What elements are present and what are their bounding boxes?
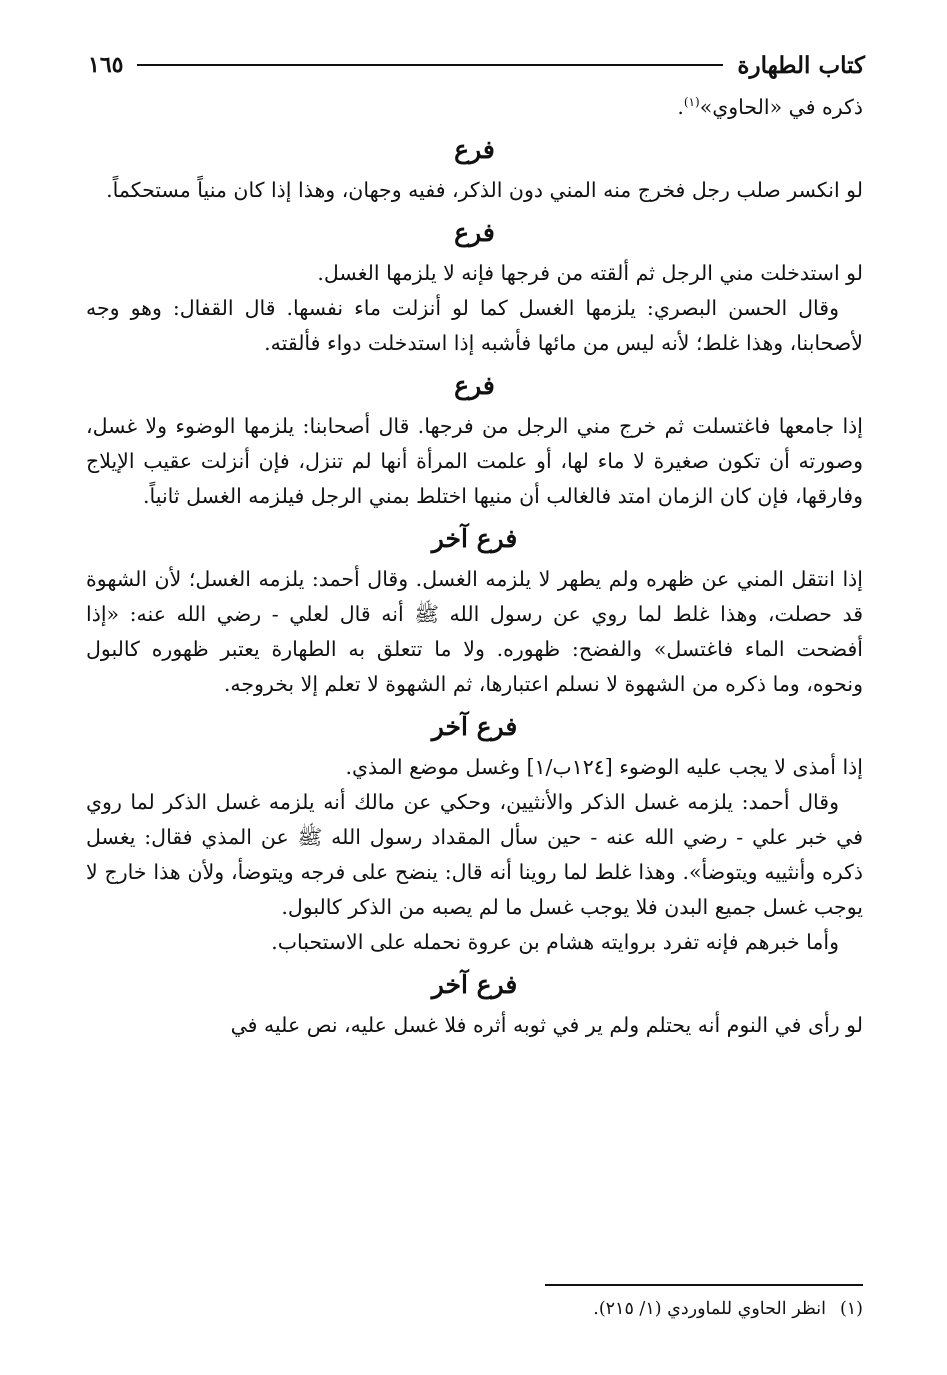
section-heading: فرع: [454, 135, 495, 164]
intro-end: .: [677, 95, 684, 119]
header-rule: [137, 64, 723, 66]
page-number: ١٦٥: [88, 52, 124, 78]
footnote-text: انظر الحاوي للماوردي (١/ ٢١٥).: [593, 1299, 826, 1319]
footnote-number: (١): [839, 1299, 863, 1319]
intro-line: [86, 90, 863, 125]
paragraph: إذا جامعها فاغتسلت ثم خرج مني الرجل من فرجها. قال أصحابنا: يلزمها الوضوء ولا غسل، وصورته أن تكون صغيرة لا ماء لها، أو علمت المرأة أنها لم تنزل، فإن أنزلت عقيب الإيلاج وفارقها، فإن كان الزمان امتد فالغالب أن منيها اختلط بمني الرجل فيلزمه الغسل ثانياً.: [86, 414, 863, 508]
paragraph: لو انكسر صلب رجل فخرج منه المني دون الذكر، ففيه وجهان، وهذا إذا كان منياً مستحكماً.: [106, 178, 863, 202]
section-heading: فرع: [454, 371, 495, 400]
section-heading: فرع آخر: [431, 712, 518, 741]
paragraph: إذا انتقل المني عن ظهره ولم يطهر لا يلزمه الغسل. وقال أحمد: يلزمه الغسل؛ لأن الشهوة قد حصلت، وهذا غلط لما روي عن رسول الله ﷺ أنه قال لعلي - رضي الله عنه: «إذا أفضحت الماء فاغتسل» والفضح: ظهوره. ولا ما تتعلق به الطهارة يعتبر ظهوره كالبول ونحوه، وما ذكره من الشهوة لا نسلم اعتبارها، ثم الشهوة لا تعلم إلا بخروجه.: [86, 567, 863, 696]
paragraph: وقال الحسن البصري: يلزمها الغسل كما لو أنزلت ماء نفسها. قال القفال: وهو وجه لأصحابنا، وهذا غلط؛ لأنه ليس من مائها فأشبه إذا استدخلت دواء فألقته.: [86, 296, 863, 355]
section-heading: فرع آخر: [431, 524, 518, 553]
intro-text: ذكره في «الحاوي»: [699, 95, 863, 119]
section-heading: فرع: [454, 218, 495, 247]
footnote: [86, 1294, 863, 1324]
paragraph: وأما خبرهم فإنه تفرد بروايته هشام بن عروة نحمله على الاستحباب.: [271, 930, 839, 954]
paragraph: لو رأى في النوم أنه يحتلم ولم ير في ثوبه أثره فلا غسل عليه، نص عليه في: [230, 1013, 863, 1037]
running-header: [88, 48, 865, 82]
book-title: كتاب الطهارة: [737, 51, 865, 79]
paragraph: وقال أحمد: يلزمه غسل الذكر والأنثيين، وحكي عن مالك أنه يلزمه غسل الذكر لما روي في خبر علي - رضي الله عنه - حين سأل المقداد رسول الله ﷺ عن المذي فقال: يغسل ذكره وأنثييه ويتوضأ». وهذا غلط لما روينا أنه قال: ينضح على فرجه ويتوضأ، ولأن هذا خارج لا يوجب غسل جميع البدن فلا يوجب غسل ما لم يصبه من الذكر كالبول.: [86, 790, 863, 919]
footnote-marker: (١): [683, 95, 700, 110]
page-body: [86, 90, 863, 1043]
footnote-separator: [545, 1284, 863, 1286]
paragraph: لو استدخلت مني الرجل ثم ألقته من فرجها فإنه لا يلزمها الغسل.: [317, 261, 863, 285]
section-heading: فرع آخر: [431, 970, 518, 999]
paragraph: إذا أمذى لا يجب عليه الوضوء [١٢٤ب/١] وغسل موضع المذي.: [345, 755, 863, 779]
